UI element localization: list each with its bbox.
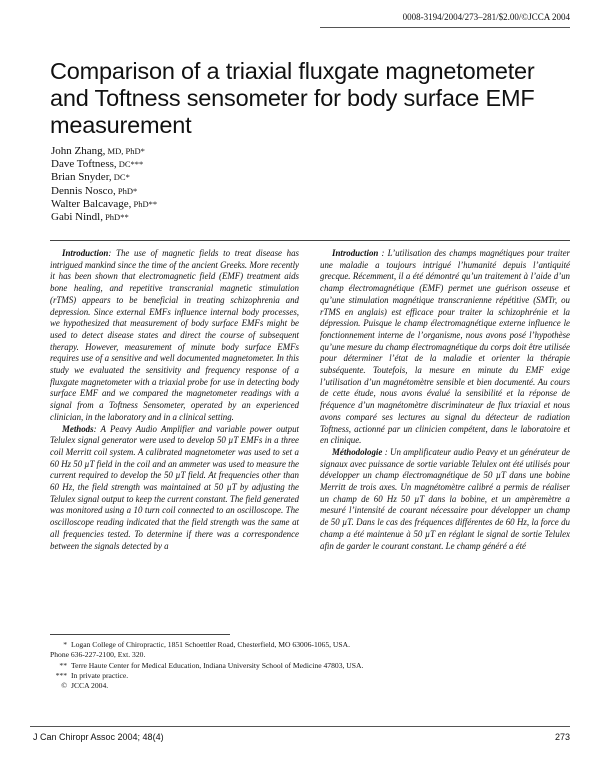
author-degrees: PhD*: [115, 185, 138, 196]
author-degrees: MD, PhD*: [105, 146, 145, 156]
author-entry: [51, 145, 157, 158]
author-name: Dave Toftness,: [51, 158, 117, 171]
abstract-french: [320, 248, 570, 552]
footnote-mark: ©: [61, 681, 67, 691]
abstract-methods-paragraph: [320, 447, 570, 552]
footer-rule: [30, 726, 570, 727]
author-entry: [51, 171, 157, 184]
paragraph-text: : The use of magnetic fields to treat disease has intrigued mankind since the time of the ancient Greeks. More recently it has been shown that electromagnetic field (EMF) treatment aids bone healing, and repetitive transcranial magnetic stimulation (rTMS) appears to be beneficial in treating schizophrenia and depression. Since external EMFs influence internal body processes, we hypothesized that measurement of body surface EMFs might be used to detect disease states and direct the course of subsequent therapy. However, measurement of minute body surface EMFs requires use of a sensitive and well documented magnetometer. In this study we evaluated the sensitivity and frequency response of a fluxgate magnetometer with a triaxial probe for use in detecting body surface EMF and we compared the magnetometer readings with a signal from a Toftness Sensometer, operated by an experienced clinician, in the laboratory and in a clinical setting.: [50, 248, 299, 422]
header-rule: [320, 27, 570, 28]
page-number: 273: [554, 732, 570, 742]
footnotes: [50, 640, 363, 691]
section-lead: Introduction: [62, 248, 109, 258]
abstract-methods-paragraph: [50, 424, 299, 553]
footnote-mark: ***: [55, 670, 67, 680]
author-entry: [51, 211, 157, 224]
author-entry: [51, 158, 157, 171]
footnote-mark: **: [59, 660, 67, 670]
paragraph-text: : L’utilisation des champs magnétiques pour traiter une maladie a toujours intrigué l’humanité depuis l’antiquité grecque. Récemment, il a été démontré qu’un traitement à l’aide d’un champ électromagnétique (EMF) permet une guérison osseuse et qu’une stimulation magnétique transcranienne répétitive (SMTr, ou rTMS en anglais) est efficace pour traiter la schizophrénie et la dépression. Puisque le champ électromagnétique externe influence le fonctionnement interne de l’organisme, nous avons posé l’hypothèse qu’une mesure du champ électromagnétique du corps doit être utilisée pour déterminer l’état de la maladie et orienter la thérapie subséquente. Toutefois, la mesure en minute du EMF exige l’utilisation d’un magnétomètre sensible et bien documenté. Au cours de cette étude, nous avons évalué la sensibilité et la réponse de fréquence d’un magnétomètre discriminateur de flux triaxial et nous avons comparé ses lectures au signal du détecteur de radiation Toftness, actionné par un clinicien compétent, dans le laboratoire et en clinique.: [320, 248, 570, 446]
footnote-mark: *: [63, 640, 67, 649]
abstract-top-rule: [50, 240, 570, 241]
footnote-continuation: Phone 636-227-2100, Ext. 320.: [50, 650, 146, 660]
journal-citation: J Can Chiropr Assoc 2004; 48(4): [33, 732, 164, 742]
author-entry: [51, 185, 157, 198]
journal-code: 0008-3194/2004/273–281/$2.00/©JCCA 2004: [402, 12, 570, 22]
author-degrees: DC*: [111, 172, 130, 183]
paragraph-text: : A Peavy Audio Amplifier and variable power output Telulex signal generator were used to develop 50 µT EMFs in a three coil Merritt coil system. A calibrated magnetometer was used to set a 60 Hz 50 µT field in the coil and an ammeter was used to measure the current required to develop the 50 µT field. At frequencies other than 60 Hz, the field strength was maintained at 50 µT by adjusting the Telulex signal output to keep the current constant. The field generated was monitored using a 10 turn coil connected to an oscilloscope. The oscilloscope reading indicated that the field strength was the same at all frequencies tested. To determine if there was a correspondence between the signals detected by a: [50, 423, 299, 551]
section-lead: Méthodologie: [332, 446, 383, 457]
author-degrees: PhD**: [131, 198, 158, 209]
author-name: Brian Snyder,: [51, 171, 112, 184]
footnote: [50, 671, 363, 681]
footnote-text: Logan College of Chiropractic, 1851 Schoettler Road, Chesterfield, MO 63006-1065, USA.: [71, 640, 351, 649]
footnote: [50, 640, 363, 650]
abstract-introduction-paragraph: [320, 248, 570, 447]
footnote: [50, 681, 363, 691]
author-degrees: DC***: [116, 159, 144, 170]
footnote-text: Terre Haute Center for Medical Education, Indiana University School of Medicine 47803, USA.: [71, 660, 364, 670]
author-name: Gabi Nindl,: [51, 211, 103, 224]
footnote-rule: [50, 634, 230, 635]
footnote-text: JCCA 2004.: [71, 681, 109, 691]
article-title: Comparison of a triaxial fluxgate magnetometer and Toftness sensometer for body surface EMF measurement: [50, 58, 535, 138]
author-list: [51, 145, 157, 224]
author-entry: [51, 198, 157, 211]
author-name: Walter Balcavage,: [51, 197, 132, 210]
author-name: John Zhang,: [51, 145, 106, 157]
footnote-text: In private practice.: [71, 670, 129, 680]
section-lead: Methods: [62, 423, 94, 434]
author-degrees: PhD**: [102, 212, 129, 223]
abstract-english: [50, 248, 299, 552]
paragraph-text: : Un amplificateur audio Peavy et un générateur de signaux avec puissance de sortie variable Telulex ont été utilisés pour développer un champ électromagnétique de 50 µT dans une bobine Merritt de trois axes. Un magnétomètre calibré a permis de réaliser un champ de 60 Hz 50 µT dans la bobine, et un ampèremètre a mesuré l’intensité de courant nécessaire pour développer un champ de 50 µT. Dans le cas des fréquences différentes de 60 Hz, la force du champ a été maintenue à 50 µT en réglant le signal de sortie Telulex afin de garder le courant constant. Le champ généré a été: [320, 446, 570, 551]
author-name: Dennis Nosco,: [51, 184, 116, 197]
abstract-introduction-paragraph: [50, 248, 299, 424]
section-lead: Introduction: [332, 248, 379, 258]
footnote: [50, 661, 363, 671]
